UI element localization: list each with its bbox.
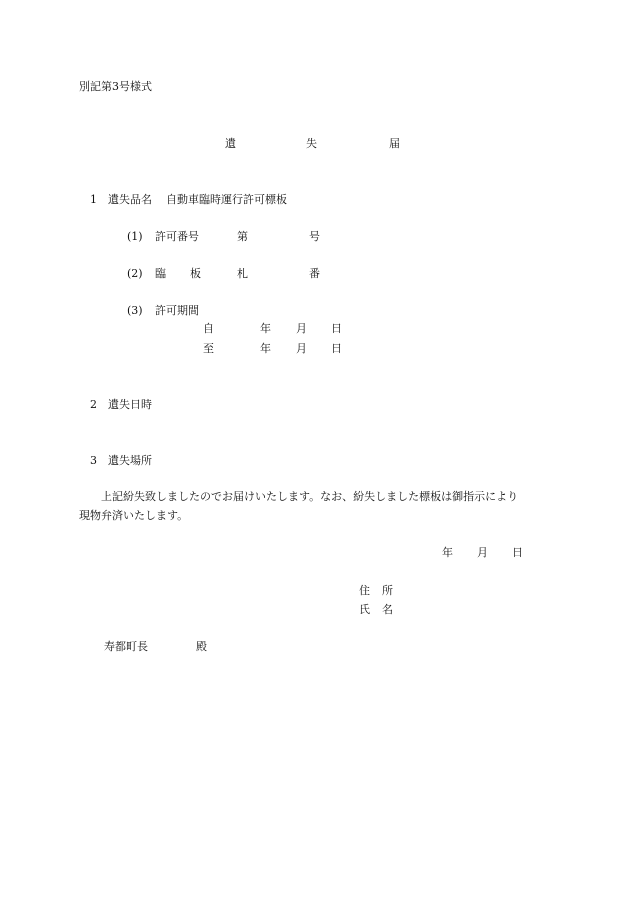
period-from-day: 日 [331, 322, 342, 335]
name-char-2: 名 [382, 603, 393, 616]
item-1-label: 遺失品名 [108, 193, 152, 206]
title-char-3: 届 [389, 137, 400, 150]
sub-item-2-number: (2) [127, 267, 143, 280]
submission-month: 月 [477, 546, 488, 559]
item-3-number: 3 [90, 454, 97, 467]
permit-number-label: 許可番号 [155, 230, 199, 243]
plate-ban: 番 [309, 267, 320, 280]
submission-year: 年 [442, 546, 453, 559]
plate-char-1: 臨 [155, 267, 166, 280]
period-from-year: 年 [260, 322, 271, 335]
item-1-number: 1 [90, 193, 97, 206]
plate-char-3: 札 [237, 267, 248, 280]
title-char-2: 失 [306, 137, 317, 150]
item-2-label: 遺失日時 [108, 398, 152, 411]
submission-day: 日 [512, 546, 523, 559]
address-char-2: 所 [382, 584, 393, 597]
period-to-label: 至 [203, 342, 214, 355]
plate-char-2: 板 [190, 267, 201, 280]
item-2-number: 2 [90, 398, 97, 411]
period-to-day: 日 [331, 342, 342, 355]
period-from-label: 自 [203, 322, 214, 335]
name-char-1: 氏 [359, 603, 370, 616]
period-to-year: 年 [260, 342, 271, 355]
statement-line-2: 現物弁済いたします。 [79, 509, 189, 522]
addressee-honorific: 殿 [196, 640, 207, 653]
addressee-office: 寿都町長 [104, 640, 148, 653]
statement-line-1: 上記紛失致しましたのでお届けいたします。なお、紛失しました標板は御指示により [101, 490, 519, 503]
sub-item-1-number: (1) [127, 230, 143, 243]
sub-item-3-number: (3) [127, 304, 143, 317]
permit-dai: 第 [237, 230, 248, 243]
form-number: 別記第3号様式 [79, 80, 152, 93]
item-3-label: 遺失場所 [108, 454, 152, 467]
period-to-month: 月 [296, 342, 307, 355]
item-1-value: 自動車臨時運行許可標板 [166, 193, 287, 206]
address-char-1: 住 [359, 584, 370, 597]
title-char-1: 遺 [225, 137, 236, 150]
permit-period-label: 許可期間 [155, 304, 199, 317]
period-from-month: 月 [296, 322, 307, 335]
permit-go: 号 [309, 230, 320, 243]
